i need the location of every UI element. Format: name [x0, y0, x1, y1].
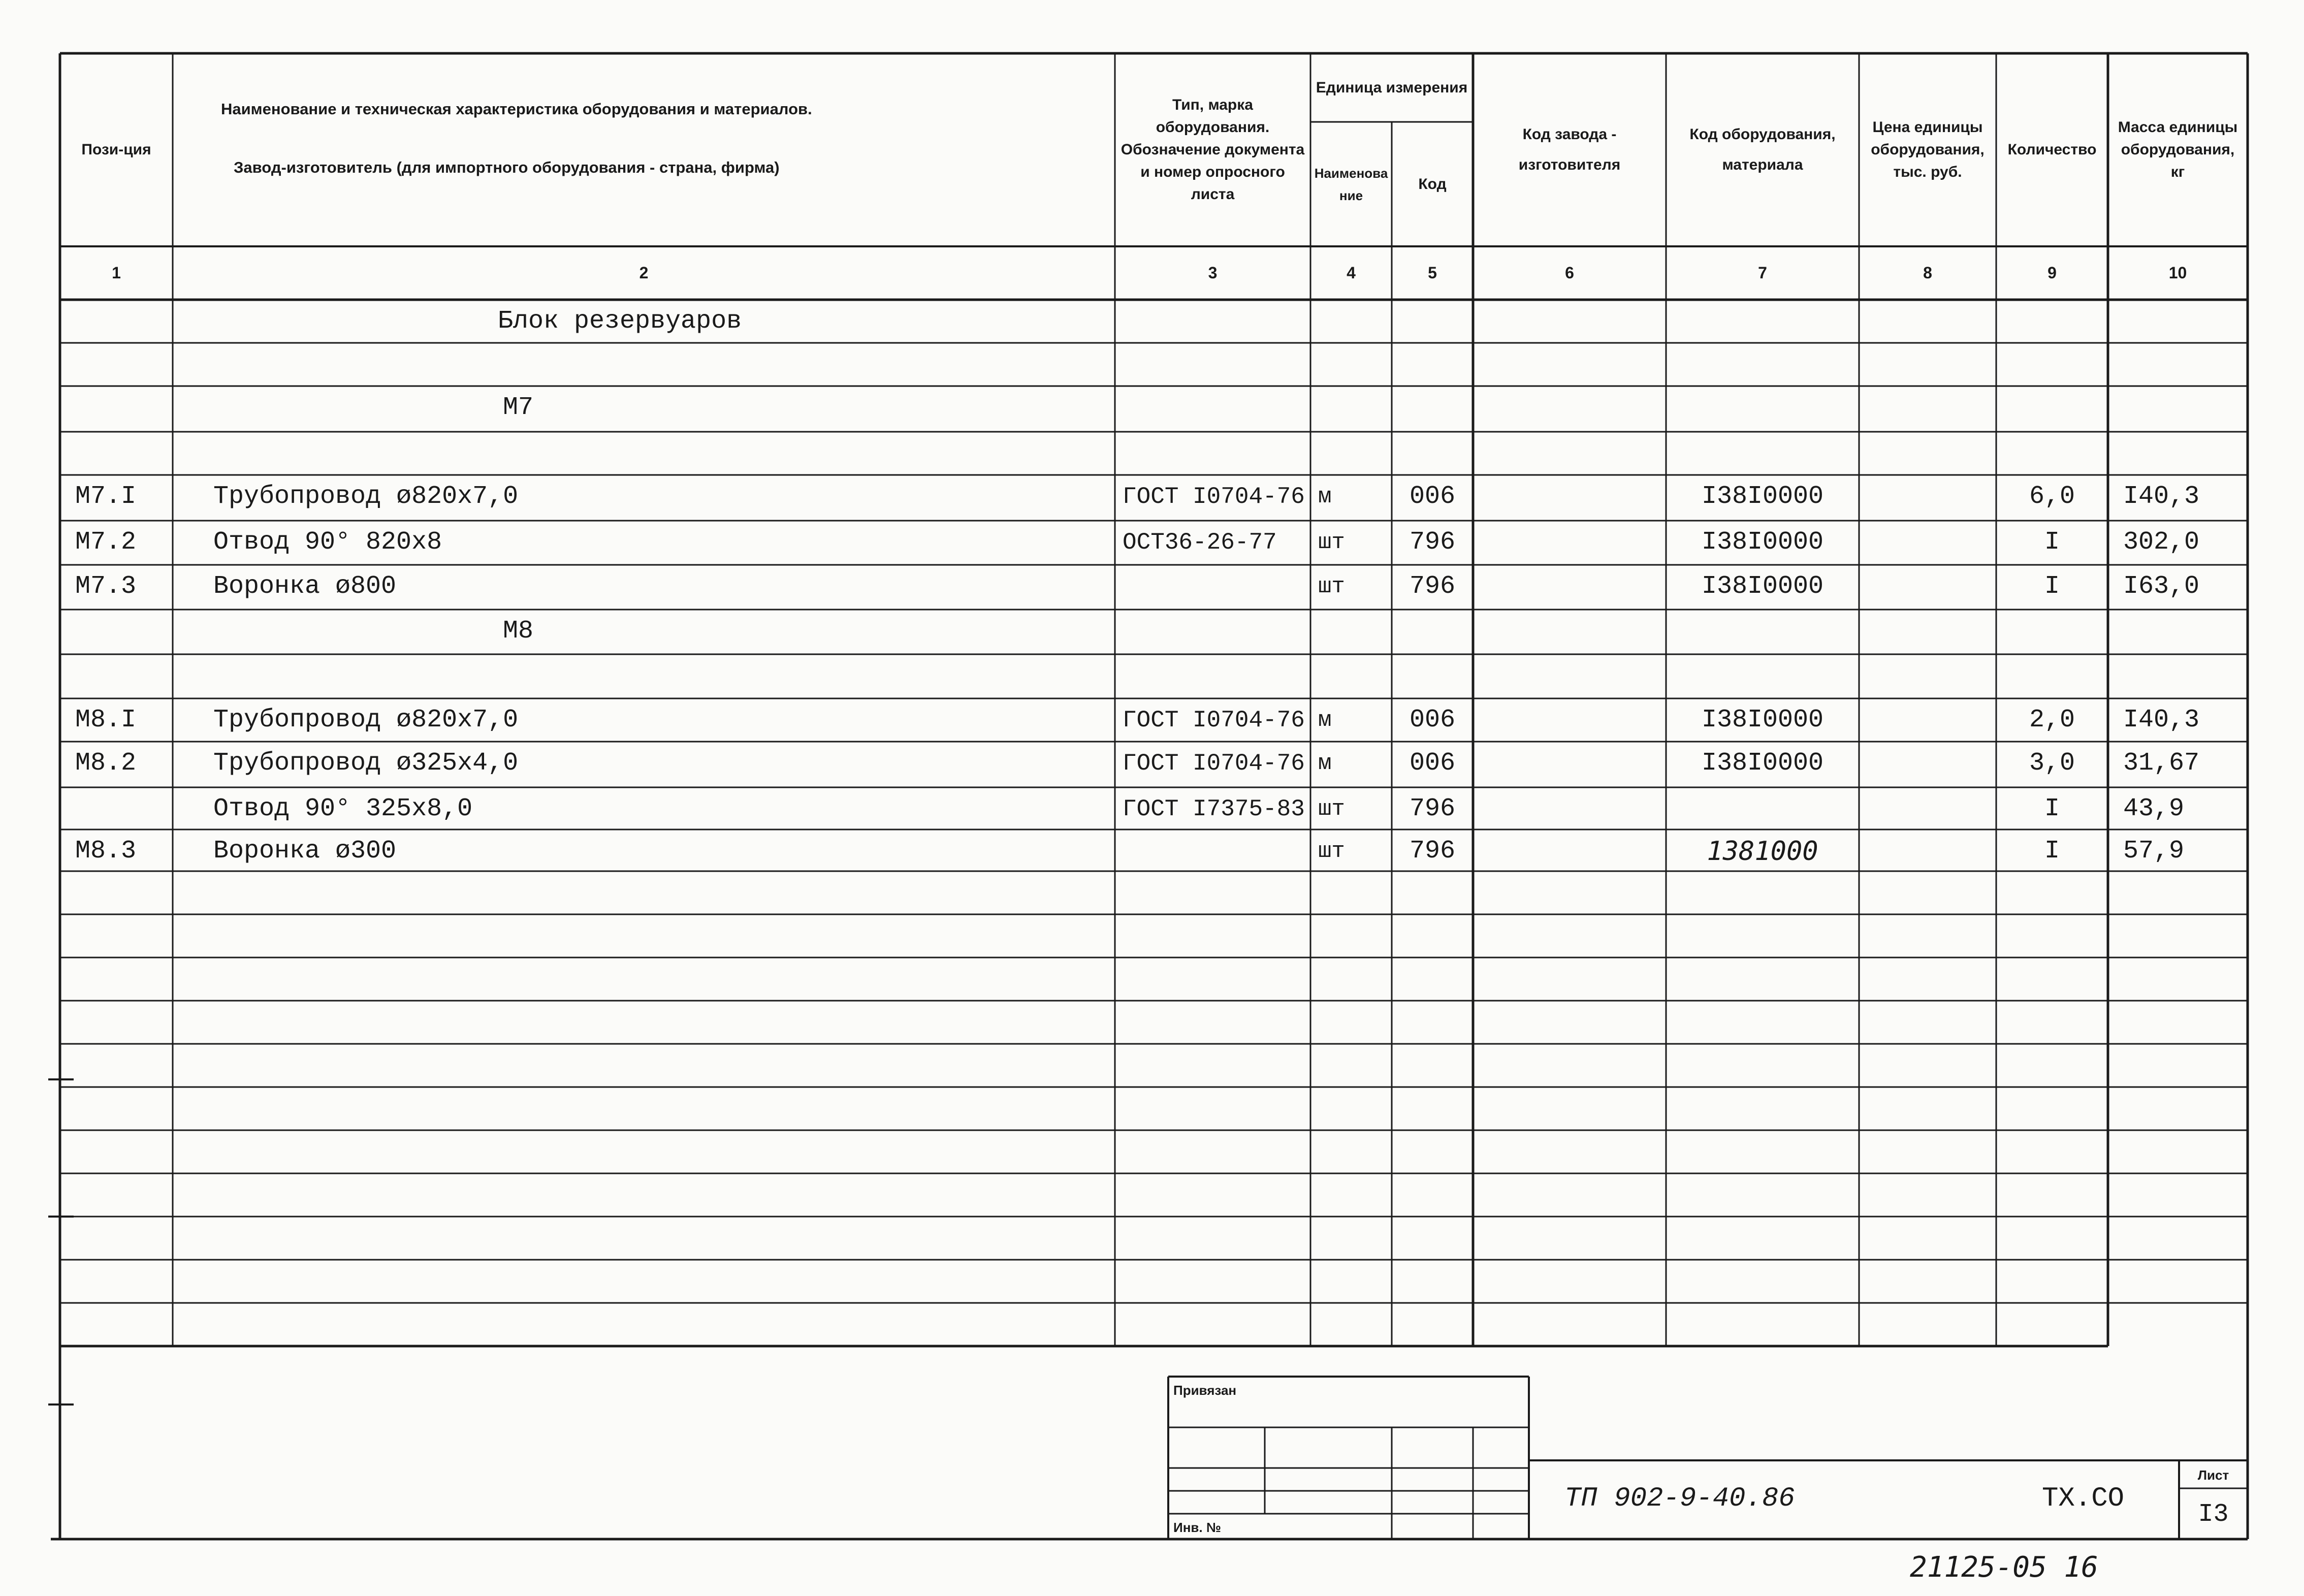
row-name: [213, 654, 1105, 697]
row-type: ГОСТ I0704-76: [1123, 483, 1305, 510]
header-qty: Количество: [2007, 141, 2097, 158]
row-qty: [1996, 432, 2108, 475]
column-number: 7: [1758, 264, 1767, 282]
header-type: Тип, марка оборудования. Обозначение документа и номер опросного листа: [1121, 97, 1305, 203]
row-name: [213, 343, 1105, 386]
row-mfr-code: [1473, 432, 1666, 475]
header-unit-group: Единица измерения: [1316, 79, 1468, 96]
row-item-code: I38I0000: [1701, 528, 1824, 557]
row-position: М7.2: [75, 528, 137, 557]
row-name: Трубопровод ø820x7,0: [213, 706, 519, 735]
row-price: [1859, 386, 1996, 429]
column-number: 5: [1428, 264, 1437, 282]
row-qty: I: [2044, 528, 2060, 557]
row-position: М7.3: [75, 572, 137, 601]
row-unit-code: 006: [1409, 482, 1455, 511]
row-unit-code: [1392, 654, 1473, 697]
row-mass: [2123, 654, 2243, 697]
row-unit-code: [1392, 386, 1473, 429]
row-mass: [2123, 343, 2243, 386]
column-number: 4: [1347, 264, 1356, 282]
row-qty: I: [2044, 572, 2060, 601]
row-unit-code: 796: [1409, 837, 1455, 866]
column-number: 3: [1208, 264, 1218, 282]
row-item-code: [1666, 610, 1859, 653]
row-mfr-code: [1473, 386, 1666, 429]
row-price: [1859, 475, 1996, 518]
row-unit-code: [1392, 610, 1473, 653]
row-mass: [2123, 300, 2243, 343]
row-price: [1859, 698, 1996, 742]
sheet-label: Лист: [2197, 1467, 2229, 1483]
row-mfr-code: [1473, 698, 1666, 742]
header-price: Цена единицы оборудования, тыс. руб.: [1871, 119, 1985, 180]
sheet-number: I3: [2198, 1499, 2229, 1529]
row-name: Отвод 90° 820x8: [213, 528, 442, 557]
row-mfr-code: [1473, 300, 1666, 343]
row-mfr-code: [1473, 343, 1666, 386]
row-position: [75, 654, 168, 697]
row-position: М8.3: [75, 837, 137, 866]
row-type: [1123, 343, 1308, 386]
row-unit: [1318, 300, 1389, 343]
row-unit-code: [1392, 343, 1473, 386]
row-item-code: I38I0000: [1701, 482, 1824, 511]
row-item-code: [1666, 343, 1859, 386]
row-type: [1123, 565, 1308, 608]
row-item-code: I38I0000: [1701, 572, 1824, 601]
row-name: Отвод 90° 325x8,0: [213, 794, 473, 823]
row-unit: [1318, 386, 1389, 429]
row-position: М7.I: [75, 482, 137, 511]
row-mass: I40,3: [2123, 706, 2200, 735]
row-qty: [1996, 386, 2108, 429]
row-unit: [1318, 432, 1389, 475]
row-price: [1859, 343, 1996, 386]
row-price: [1859, 829, 1996, 873]
row-price: [1859, 654, 1996, 697]
header-mass: Масса единицы оборудования, кг: [2118, 119, 2238, 180]
column-number: 6: [1565, 264, 1574, 282]
row-qty: 6,0: [2029, 482, 2075, 511]
row-name: М7: [503, 393, 534, 422]
row-type: [1123, 386, 1308, 429]
row-name: Трубопровод ø325x4,0: [213, 749, 519, 778]
row-qty: [1996, 610, 2108, 653]
row-unit-code: 006: [1409, 706, 1455, 735]
row-mass: 43,9: [2123, 794, 2185, 823]
row-type: [1123, 300, 1308, 343]
row-qty: 2,0: [2029, 706, 2075, 735]
row-unit: м: [1318, 484, 1332, 509]
row-unit-code: [1392, 300, 1473, 343]
row-position: М8.2: [75, 749, 137, 778]
row-price: [1859, 521, 1996, 564]
row-mfr-code: [1473, 787, 1666, 831]
row-position: [75, 787, 168, 831]
row-price: [1859, 787, 1996, 831]
stamp-attached-label: Привязан: [1173, 1382, 1237, 1398]
row-item-code: [1666, 787, 1859, 831]
row-mfr-code: [1473, 521, 1666, 564]
row-item-code: [1666, 300, 1859, 343]
row-unit: м: [1318, 707, 1332, 733]
row-type: [1123, 654, 1308, 697]
row-name: Блок резервуаров: [498, 307, 742, 336]
row-unit: [1318, 610, 1389, 653]
row-qty: [1996, 654, 2108, 697]
row-mfr-code: [1473, 829, 1666, 873]
row-unit: [1318, 654, 1389, 697]
row-qty: I: [2044, 837, 2060, 866]
row-price: [1859, 300, 1996, 343]
row-mass: I63,0: [2123, 572, 2200, 601]
row-mass: 31,67: [2123, 749, 2200, 778]
header-unit-name: Наименование: [1314, 165, 1388, 203]
row-name: М8: [503, 617, 534, 646]
row-qty: [1996, 300, 2108, 343]
row-mass: 57,9: [2123, 837, 2185, 866]
row-name: Воронка ø300: [213, 837, 397, 866]
column-number: 2: [639, 264, 649, 282]
archive-number: 21125-05 16: [1910, 1550, 2098, 1584]
row-type: [1123, 432, 1308, 475]
row-mfr-code: [1473, 742, 1666, 785]
row-mass: I40,3: [2123, 482, 2200, 511]
row-item-code: [1666, 386, 1859, 429]
row-type: [1123, 610, 1308, 653]
row-qty: 3,0: [2029, 749, 2075, 778]
header-unit-code: Код: [1418, 175, 1447, 193]
row-mass: 302,0: [2123, 528, 2200, 557]
row-type: [1123, 829, 1308, 873]
document-mark: ТХ.СО: [2042, 1483, 2125, 1514]
row-mass: [2123, 610, 2243, 653]
column-number: 8: [1923, 264, 1932, 282]
row-type: ГОСТ I0704-76: [1123, 707, 1305, 733]
row-type: ГОСТ I0704-76: [1123, 750, 1305, 777]
header-mfr-code: Код завода - изготовителя: [1518, 126, 1621, 173]
header-name-line2: Завод-изготовитель (для импортного оборудования - страна, фирма): [234, 158, 780, 176]
row-unit: [1318, 343, 1389, 386]
row-mass: [2123, 386, 2243, 429]
row-position: [75, 300, 168, 343]
row-unit-code: 796: [1409, 794, 1455, 823]
row-mfr-code: [1473, 610, 1666, 653]
row-price: [1859, 610, 1996, 653]
row-item-code: 1381000: [1707, 836, 1818, 867]
row-unit: м: [1318, 750, 1332, 776]
column-number: 9: [2047, 264, 2057, 282]
row-type: ГОСТ I7375-83: [1123, 795, 1305, 822]
row-qty: I: [2044, 794, 2060, 823]
row-mfr-code: [1473, 475, 1666, 518]
row-qty: [1996, 343, 2108, 386]
row-unit: шт: [1318, 529, 1345, 555]
header-item-code: Код оборудования, материала: [1689, 126, 1836, 173]
row-mfr-code: [1473, 565, 1666, 608]
row-price: [1859, 742, 1996, 785]
header-position: Пози-ция: [81, 141, 151, 158]
header-name-line1: Наименование и техническая характеристика оборудования и материалов.: [221, 100, 812, 118]
row-unit: шт: [1318, 838, 1345, 864]
row-unit-code: 006: [1409, 749, 1455, 778]
row-unit-code: 796: [1409, 528, 1455, 557]
stamp-inv-label: Инв. №: [1173, 1520, 1221, 1535]
row-price: [1859, 432, 1996, 475]
column-number: 1: [112, 264, 121, 282]
row-price: [1859, 565, 1996, 608]
row-name: Трубопровод ø820x7,0: [213, 482, 519, 511]
row-position: [75, 610, 168, 653]
row-item-code: I38I0000: [1701, 749, 1824, 778]
document-code: ТП 902-9-40.86: [1564, 1483, 1795, 1514]
column-number: 10: [2168, 264, 2187, 282]
row-item-code: [1666, 432, 1859, 475]
row-unit-code: [1392, 432, 1473, 475]
row-item-code: I38I0000: [1701, 706, 1824, 735]
row-unit: шт: [1318, 573, 1345, 599]
row-name: [213, 432, 1105, 475]
row-position: [75, 432, 168, 475]
row-unit: шт: [1318, 796, 1345, 822]
row-position: [75, 343, 168, 386]
row-position: [75, 386, 168, 429]
row-item-code: [1666, 654, 1859, 697]
row-name: Воронка ø800: [213, 572, 397, 601]
row-position: М8.I: [75, 706, 137, 735]
row-unit-code: 796: [1409, 572, 1455, 601]
row-type: ОСТ36-26-77: [1123, 529, 1277, 556]
row-mass: [2123, 432, 2243, 475]
row-mfr-code: [1473, 654, 1666, 697]
